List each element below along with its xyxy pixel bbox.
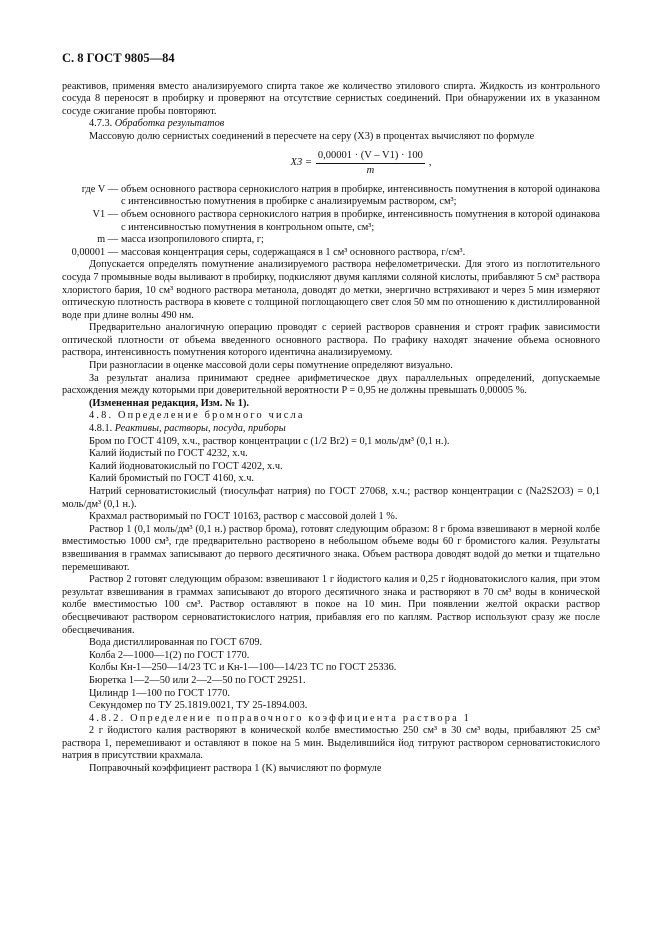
paragraph-continuation: реактивов, применяя вместо анализируемого спирта такое же количество этилового спирта. Жидкость из контрольного сосуда 8 переносят в пробирку и проверяют на отсутствие сернистых соединений. При обнаружении их в указанном сосуде сжигание пробы повторяют. <box>62 80 600 117</box>
definition-row <box>62 247 600 260</box>
reagent-starch: Крахмал растворимый по ГОСТ 10163, раствор с массовой долей 1 %. <box>89 511 398 523</box>
definition-text: объем основного раствора сернокислого натрия в пробирке, интенсивность помутнения в которой одинакова с интенсивностью помутнения в пробирке с анализируемым раствором, см³; <box>121 183 600 208</box>
paragraph-formula-intro: Массовую долю сернистых соединений в пересчете на серу (X3) в процентах вычисляют по формуле <box>89 130 535 142</box>
definition-key: V1 — <box>92 208 118 220</box>
section-title: Обработка результатов <box>114 118 225 130</box>
paragraph-calibration: Предварительно аналогичную операцию проводят с серией растворов сравнения и строят график зависимости оптической плотности от объема введенного основного раствора. По графику находят значение объема основного раствора, интенсивность помутнения которого идентична анализируемому. <box>62 322 600 359</box>
definition-key: где V — <box>81 183 118 195</box>
reagent-item: Калий йодноватокислый по ГОСТ 4202, х.ч. <box>89 460 283 472</box>
paragraph-titration: 2 г йодистого калия растворяют в конической колбе вместимостью 250 см³ в 30 см³ воды, прибавляют 25 см³ раствора 1, перемешивают и оставляют в покое на 5 мин. Выделившийся йод титруют раствором серноватистокислого натрия в присутствии крахмала. <box>62 725 600 762</box>
paragraph-disagreement: При разногласии в оценке массовой доли серы помутнение определяют визуально. <box>89 360 453 372</box>
definition-text: массовая концентрация серы, содержащаяся в 1 см³ основного раствора, г/см³. <box>121 246 466 258</box>
definition-text: масса изопропилового спирта, г; <box>121 234 264 246</box>
definition-row <box>62 184 600 209</box>
paragraph-result: За результат анализа принимают среднее арифметическое двух параллельных определений, допускаемые расхождения между которыми при доверительной вероятности P = 0,95 не должны превышать 0,00005 %. <box>62 372 600 397</box>
section-number: 4.7.3. <box>89 118 113 130</box>
equipment-item: Бюретка 1—2—50 или 2—2—50 по ГОСТ 29251. <box>89 674 306 686</box>
definition-text: объем основного раствора сернокислого натрия в пробирке, интенсивность помутнения в которой одинакова с интенсивностью помутнения в контрольном опыте, см³; <box>121 208 600 233</box>
reagent-item: Калий бромистый по ГОСТ 4160, х.ч. <box>89 473 255 485</box>
reagent-item: Бром по ГОСТ 4109, х.ч., раствор концентрации c (1/2 Br2) = 0,1 моль/дм³ (0,1 н.). <box>89 435 450 447</box>
definition-key: m — <box>97 234 118 246</box>
formula-numerator: 0,00001 · (V – V1) · 100 <box>316 150 425 165</box>
equipment-item: Колба 2—1000—1(2) по ГОСТ 1770. <box>89 649 250 661</box>
definition-key: 0,00001 — <box>71 246 118 258</box>
definition-row <box>62 209 600 234</box>
paragraph-coefficient-intro: Поправочный коэффициент раствора 1 (K) вычисляют по формуле <box>89 763 382 775</box>
amendment-note: (Измененная редакция, Изм. № 1). <box>89 397 249 409</box>
section-4-8-heading: 4.8. Определение бромного числа <box>89 410 305 422</box>
equipment-item: Секундомер по ТУ 25.1819.0021, ТУ 25-1894.003. <box>89 700 308 712</box>
document-page <box>62 52 600 776</box>
section-4-8-1-heading <box>62 423 600 436</box>
reagent-item: Калий йодистый по ГОСТ 4232, х.ч. <box>89 448 248 460</box>
equipment-item: Цилиндр 1—100 по ГОСТ 1770. <box>89 687 230 699</box>
formula-lhs: X3 = <box>290 157 312 169</box>
paragraph-solution-1: Раствор 1 (0,1 моль/дм³ (0,1 н.) раствор брома), готовят следующим образом: 8 г брома взвешивают в мерной колбе вместимостью 1000 см³, где предварительно растворено в небольшом объеме воды 60 г бромистого калия. Результаты взвешивания в граммах записывают до первого десятичного знака. Объем раствора доводят водой до метки и тщательно перемешивают. <box>62 523 600 573</box>
equipment-item: Колбы Кн-1—250—14/23 ТС и Кн-1—100—14/23 ТС по ГОСТ 25336. <box>89 662 397 674</box>
section-4-7-3-heading <box>62 118 600 131</box>
section-number: 4.8.1. <box>89 423 113 435</box>
formula-denominator: m <box>366 165 375 177</box>
reagent-thiosulfate: Натрий серноватистокислый (тиосульфат натрия) по ГОСТ 27068, х.ч.; раствор концентрации c (Na2S2O3) = 0,1 моль/дм³ (0,1 н.). <box>62 486 600 510</box>
page-header: С. 8 ГОСТ 9805—84 <box>62 51 175 65</box>
formula-tail: , <box>428 157 432 169</box>
equipment-item: Вода дистиллированная по ГОСТ 6709. <box>89 637 263 649</box>
section-title: Реактивы, растворы, посуда, приборы <box>114 423 286 435</box>
formula-fraction <box>316 150 425 178</box>
definition-row <box>62 234 600 247</box>
paragraph-nephelometry: Допускается определять помутнение анализируемого раствора нефелометрически. Для этого из поглотительного сосуда 7 промывные воды выливают в пробирку, подкисляют двумя каплями соляной кислоты, прибавляют 5 см³ раствора хлористого бария, 10 см³ водного раствора метанола, доводят до метки, энергично встряхивают и через 5 мин измеряют оптическую плотность раствора в кювете с толщиной поглощающего свет слоя 50 мм по отношению к дистиллированной воде при длине волны 490 нм. <box>62 259 600 321</box>
paragraph-solution-2: Раствор 2 готовят следующим образом: взвешивают 1 г йодистого калия и 0,25 г йодноватокислого калия, при этом результат взвешивания в граммах записывают до второго десятичного знака и растворяют в 70 см³ воды в конической колбе вместимостью 100 см³. Раствор оставляют в покое на 10 мин. При появлении желтой окраски раствор обесцвечивают раствором серноватистокислого натрия, прибавляя его по каплям. Раствор используют сразу же после обесцвечивания. <box>62 574 600 636</box>
section-4-8-2-heading: 4.8.2. Определение поправочного коэффициента раствора 1 <box>89 712 471 724</box>
variable-definitions <box>62 184 600 260</box>
formula-x3 <box>122 150 600 178</box>
